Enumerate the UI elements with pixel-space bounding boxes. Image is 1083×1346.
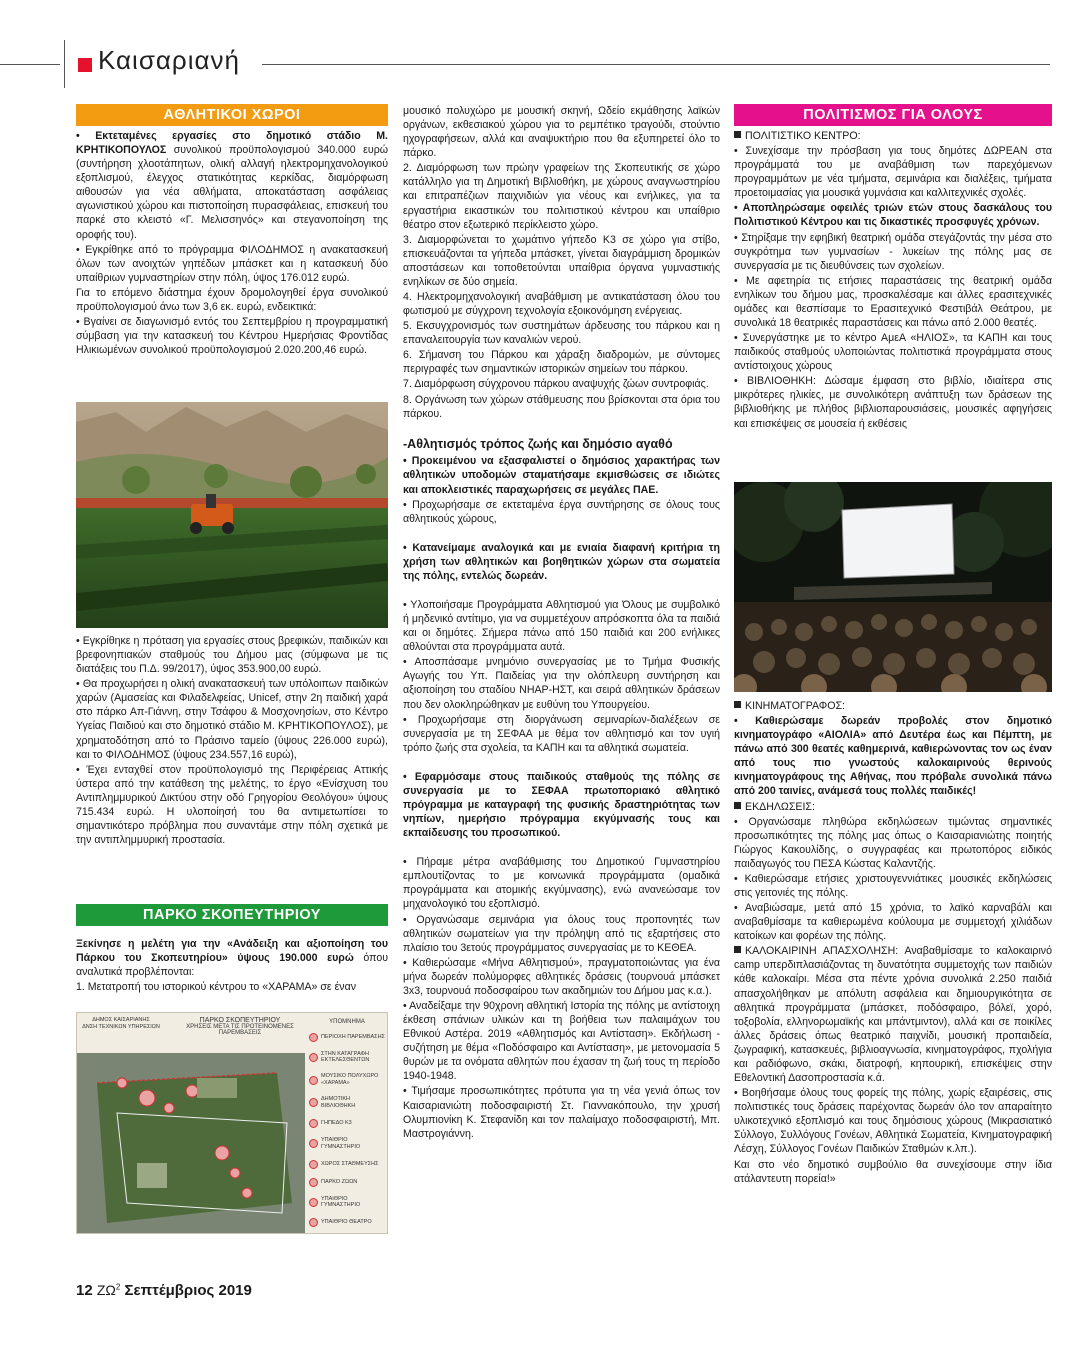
paragraph: 6. Σήμανση του Πάρκου και χάραξη διαδρομών, με σύντομες περιγραφές των σημαντικών ιστορικών σημείων του πάρκου. — [403, 349, 720, 376]
map-legend-title: ΥΠΟΜΝΗΜΑ — [329, 1019, 365, 1025]
map-org: ΔΗΜΟΣ ΚΑΙΣΑΡΙΑΝΗΣ — [92, 1017, 150, 1023]
paragraph: μουσικό πολυχώρο με μουσική σκηνή, Ωδείο εκμάθησης λαϊκών οργάνων, εκθεσιακού χώρου για το ρεμπέτικο τραγούδι, στούντιο ηχογραφήσεων, αλλά και αναψυκτήριο που θα εξυπηρετεί όλο το πάρκο. — [403, 105, 720, 160]
magazine-name: $Z\Omega^2$ — [96, 1282, 121, 1298]
paragraph: • Έχει ενταχθεί στον προϋπολογισμό της Περιφέρειας Αττικής ύστερα από την κατάθεση της μελέτης, το έργο «Ενίσχυση του Αντιπλημμυρικού Δικτύου στην οδό Γρηγορίου Θεολόγου» ύψους 715.434 ευρώ. Η υλοποίησή του θα αντιμετωπίσει το σημαντικότερο πρόβλημα που συναντάμε στην πόλη σχετικά με την αντιπλημμυρική προστασία. — [76, 763, 388, 847]
map-legend-item: ΥΠΑΙΘΡΙΟ ΘΕΑΤΡΟ — [309, 1218, 385, 1227]
paragraph: Για το επόμενο διάστημα έχουν δρομολογηθεί έργα συνολικού προϋπολογισμού άνω των 3,6 εκ. ευρώ, ενδεικτικά: — [76, 286, 388, 313]
paragraph: ΚΑΛΟΚΑΙΡΙΝΗ ΑΠΑΣΧΟΛΗΣΗ: Αναβαθμίσαμε το καλοκαιρινό camp υπερδιπλασιάζοντας τη δυνατότητα συμμετοχής των παιδιών κάθε καλοκαίρι. Μέσα στα πέντε χρόνια συνολικά 2.250 παιδιά απασχολήθηκαν με απόλυτη ασφάλεια και δημιουργικότητα σε αθλητικά προγράμματα (μπάσκετ, ποδόσφαιρο, βόλεϊ, χορό, τοξοβολία, ελληνορωμαϊκής και μπάντμιντον), αλλά και σε ποικίλες άλλες δράσεις όπως θεατρικό παιχνίδι, μουσική προπαιδεία, ζωγραφική, κατασκευές, βιβλιοαγνωσία, κινηματογράφος, πχολήγια και ραδιόφωνο, σκάκι, διατροφή, κηπουρική, επισκέψεις στην Εθελοντική Δασοπροστασία κ.ά. — [734, 945, 1052, 1085]
header-rule-left — [0, 64, 60, 65]
map-legend-item: ΜΟΥΣΙΚΟ ΠΟΛΥΧΩΡΟ «ΧΑΡΑΜΑ» — [309, 1073, 385, 1087]
park-map — [76, 1012, 388, 1234]
paragraph: • Εγκρίθηκε η πρόταση για εργασίες στους βρεφικών, παιδικών και βρεφονηπιακών σταθμούς του Δήμου μας (σύμφωνα με τις διατάξεις του Π.Δ. 99/2017), ύψος 353.900,00 ευρώ. — [76, 635, 388, 676]
subheading-cultural-center: ΠΟΛΙΤΙΣΤΙΚΟ ΚΕΝΤΡΟ: — [734, 129, 1052, 143]
paragraph: • Εκτεταμένες εργασίες στο δημοτικό στάδιο Μ. ΚΡΗΤΙΚΟΠΟΥΛΟΣ συνολικού προϋπολογισμού 340.000 ευρώ (συντήρηση χλοοτάπητων, ολική αλλαγή ηλεκτρομηχανολογικού εξοπλισμού, έλεγχος στατικότητας κερκίδας, διαμόρφωση αιθουσών για νέα αθλήματα, αποκατάσταση ασφάλειας αγωνιστικού χώρου και πιστοποίηση πυρασφάλειας, επισκευή του παρκέ στο κλειστό «Γ. Μελισσηνός» και στεγανοποίηση της οροφής του). — [76, 130, 388, 241]
paragraph: 1. Μετατροπή του ιστορικού κέντρου το «ΧΑΡΑΜΑ» σε έναν — [76, 981, 357, 994]
paragraph: • Προκειμένου να εξασφαλιστεί ο δημόσιος χαρακτήρας των αθλητικών υποδομών σταματήσαμε εκμισθώσεις σε ιδιώτες και αποκλειστικές παραχωρήσεις σε μεγάλες ΠΑΕ. — [403, 455, 720, 496]
legend-marker-icon — [309, 1178, 318, 1187]
page-footer — [76, 1282, 252, 1299]
paragraph: • Υλοποιήσαμε Προγράμματα Αθλητισμού για Όλους με συμβολικό ή μηδενικό αντίτιμο, για να συμμετέχουν απρόσκοπτα όλα τα παιδιά και οι δημότες. Σήμερα πάνω από 150 παιδιά και 200 ενήλικες αθλούνται στα προγράμματα αυτά. — [403, 598, 720, 654]
paragraph: Ξεκίνησε η μελέτη για την «Ανάδειξη και αξιοποίηση του Πάρκου του Σκοπευτηρίου» ύψους 190.000 ευρώ όπου αναλυτικά προβλέπονται: — [76, 938, 389, 979]
subheading-events: ΕΚΔΗΛΩΣΕΙΣ: — [734, 800, 1052, 814]
paragraph: 2. Διαμόρφωση των πρώην γραφείων της Σκοπευτικής σε χώρο κατάλληλο για τη Δημοτική Βιβλιοθήκη, με χώρους αναγνωστηρίου και επιτραπέζιων παιχνιδιών για νέους και ενήλικες, για τα εργαστήρια εικαστικών του πολιτιστικού κέντρου και υπαίθριο θέατρο στον εξωτερικό περίκλειστο χώρο. — [403, 162, 720, 231]
subheading-sports: -Αθλητισμός τρόπος ζωής και δημόσιο αγαθό — [403, 436, 673, 451]
banner-shooting-park: ΠΑΡΚΟ ΣΚΟΠΕΥΤΗΡΙΟΥ — [76, 904, 388, 926]
legend-marker-icon — [309, 1198, 318, 1207]
bullet-square-icon — [734, 131, 741, 138]
section-title: Καισαριανή — [98, 45, 240, 75]
paragraph: • Αποσπάσαμε μνημόνιο συνεργασίας με το Τμήμα Φυσικής Αγωγής του Υπ. Παιδείας για την ολόπλευρη συντήρηση και αξιοποίηση του σταδίου ΝΗΑΡ-ΗΣΤ, και σειρά αθλητικών δράσεων που δεν ολοκληρώθηκαν με ευθύνη του Υπουργείου. — [403, 656, 720, 711]
paragraph: • Καθιερώσαμε «Μήνα Αθλητισμού», πραγματοποιώντας για ένα μήνα δωρεάν πολύμορφες αθλητικές δράσεις (τουρνουά μπάσκετ 3x3, τουρνουά ποδοσφαίρου των ακαδημιών του Δήμου μας κ.α.). — [403, 956, 720, 997]
paragraph: • Συνεχίσαμε την πρόσβαση για τους δημότες ΔΩΡΕΑΝ στα προγράμματά του με αναβάθμιση των παρεχόμενων προγραμμάτων με νέα τμήματα, σεμινάρια και διαλέξεις, τμήματα προετοιμασίας για μουσικά γυμνάσια και καλλιτεχνικές σχολές. — [734, 145, 1052, 200]
map-legend-item: ΧΩΡΟΣ ΣΤΑΘΜΕΥΣΗΣ — [309, 1160, 385, 1169]
legend-marker-icon — [309, 1139, 318, 1148]
paragraph: 8. Οργάνωση των χώρων στάθμευσης που βρίσκονται στα όρια του πάρκου. — [403, 393, 720, 420]
legend-marker-icon — [309, 1218, 318, 1227]
paragraph: • Οργανώσαμε πληθώρα εκδηλώσεων τιμώντας σημαντικές προσωπικότητες της πόλης μας όπως ο Καισαριανιώτης ποιητής Γιώργος Κακουλίδης, ο συγγραφέας και πρωτοπόρος ειδικός παιδαγωγός του ΠΕΣΑ Κώστας Καλαντζής. — [734, 815, 1052, 870]
legend-marker-icon — [309, 1033, 318, 1042]
map-legend-item: ΠΕΡΙΟΧΗ ΠΑΡΕΜΒΑΣΗΣ — [309, 1033, 385, 1042]
bullet-square-icon — [734, 802, 741, 809]
paragraph: 5. Εκσυγχρονισμός των συστημάτων άρδευσης του πάρκου και η επαναλειτουργία των καναλιών νερού. — [403, 320, 720, 347]
legend-marker-icon — [309, 1076, 318, 1085]
bullet-square-icon — [734, 701, 741, 708]
paragraph: Και στο νέο δημοτικό συμβούλιο θα συνεχίσουμε στην ίδια ατάλαντευτη πορεία!» — [734, 1158, 1052, 1185]
paragraph: 3. Διαμορφώνεται το χωμάτινο γήπεδο Κ3 σε χώρο για στίβο, επισκευάζονται τα γήπεδα μπάσκετ, γίνεται διαγράμμιση δρομικών αποστάσεων και τοποθετούνται υπαίθρια όργανα γυμναστικής ενηλίκων σε δύο σημεία. — [403, 233, 720, 288]
page-number: 12 — [76, 1282, 93, 1299]
legend-marker-icon — [309, 1098, 318, 1107]
map-legend-item: ΥΠΑΙΘΡΙΟ ΓΥΜΝΑΣΤΗΡΙΟ — [309, 1196, 385, 1210]
legend-marker-icon — [309, 1053, 318, 1062]
header-red-square — [78, 58, 92, 72]
paragraph: • Εγκρίθηκε από το πρόγραμμα ΦΙΛΟΔΗΜΟΣ η ανακατασκευή όλων των ανοιχτών γηπέδων μπάσκετ και η κατασκευή δύο υπαίθριων γυμναστηρίων στην πόλη, ύψος 176.012 ευρώ. — [76, 243, 388, 284]
paragraph: • Συνεργάστηκε με το κέντρο ΑμεΑ «ΗΛΙΟΣ», τα ΚΑΠΗ και τους παιδικούς σταθμούς υλοποιώντας πολιτιστικά προγράμματα στους αντίστοιχους χώρους — [734, 332, 1052, 373]
paragraph: • Αναβιώσαμε, μετά από 15 χρόνια, το λαϊκό καρναβάλι και αναβαθμίσαμε τα καθιερωμένα κούλουμα με συμμετοχή χιλιάδων κατοίκων και φορέων της πόλης. — [734, 902, 1052, 943]
stadium-photo — [76, 402, 388, 628]
paragraph: • Εφαρμόσαμε στους παιδικούς σταθμούς της πόλης σε συνεργασία με το ΣΕΦΑΑ πρωτοποριακό αθλητικό πρόγραμμα με καταγραφή της φυσικής δραστηριότητας των νηπίων, ημερήσιο πρόγραμμα εκγύμνασής τους και εκπαίδευσης του προσωπικού. — [403, 770, 720, 840]
header-divider — [64, 40, 65, 88]
bullet-square-icon — [734, 946, 741, 953]
paragraph: • Προχωρήσαμε στη διοργάνωση σεμιναρίων-διαλέξεων σε συνεργασία με τη ΣΕΦΑΑ με θέμα τον αθλητισμό και τον υγιή τρόπο ζωής στα σχολεία, τα ΚΑΠΗ και τα αθλητικά σωματεία. — [403, 713, 720, 754]
issue-date: Σεπτέμβριος 2019 — [124, 1282, 252, 1299]
map-legend-item: ΣΤΗΝ ΚΑΤΑΓΡΑΦΗ ΕΚΤΕΛΕΣΘΕΝΤΩΝ — [309, 1051, 385, 1065]
legend-marker-icon — [309, 1160, 318, 1169]
column-3-continued — [734, 699, 1052, 1187]
paragraph: • Αποπληρώσαμε οφειλές τριών ετών στους δασκάλους του Πολιτιστικού Κέντρου και τις δικαστικές προσφυγές χρόνων. — [734, 202, 1052, 229]
paragraph: 4. Ηλεκτρομηχανολογική αναβάθμιση με αντικατάσταση όλου του φωτισμού με σύγχρονη τεχνολογία εξοικονόμηση ενέργειας. — [403, 291, 720, 318]
paragraph: • Θα προχωρήσει η ολική ανακατασκευή των υπόλοιπων παιδικών χαρών (Αμασείας και Φιλαδελφείας, Unicef, στην 2η παιδική χαρά στο πάρκο Απ-Γιάννη, στην Τσάφου & Μοσχονησίων, στο Κέντρο Υγείας Παιδιού και στο δημοτικό στάδιο Μ. ΚΡΗΤΙΚΟΠΟΥΛΟΣ), με χρηματοδότηση από το Πράσινο ταμείο (ύψους 226.000 ευρώ), και το ΦΙΛΟΔΗΜΟΣ (ύψους 234.557,16 ευρώ), — [76, 678, 388, 761]
header-rule-right — [262, 64, 1050, 65]
paragraph: • Τιμήσαμε προσωπικότητες πρότυπα για τη νέα γενιά όπως τον Καισαριανιώτη ποδοσφαιριστή Στ. Γιαννακόπουλο, την χρυσή Ολυμπιονίκη Κ. Στεφανίδη και τον παλαίμαχο ποδοσφαιριστή, Μπ. Μαστρογιάννη. — [403, 1085, 720, 1140]
column-1-continued — [76, 634, 388, 848]
cinema-photo — [734, 482, 1052, 692]
paragraph: • Καθιερώσαμε δωρεάν προβολές στον δημοτικό κινηματογράφο «ΑΙΟΛΙΑ» από Δευτέρα έως και Πέμπτη, με πάνω από 300 θεατές καθημερινά, καθιερώνοντας τον ως έναν από τους πιο γνωστούς καλοκαιρινούς θερινούς κινηματογράφους της Αθήνας, που πρόβαλε συνολικά πάνω από 200 ταινίες, ανάμεσά τους πολλές παιδικές! — [734, 715, 1052, 798]
banner-sports-venues: ΑΘΛΗΤΙΚΟΙ ΧΩΡΟΙ — [76, 104, 388, 126]
paragraph: • Βγαίνει σε διαγωνισμό εντός του Σεπτεμβρίου η προγραμματική σύμβαση για την κατασκευή του Κέντρου Ημερήσιας Φροντίδας Ηλικιωμένων συνολικού προϋπολογισμού 2.020.200,46 ευρώ. — [76, 316, 388, 357]
column-1-park — [76, 904, 388, 995]
map-subtitle: ΧΡΗΣΕΙΣ ΜΕΤΑ ΤΙΣ ΠΡΟΤΕΙΝΟΜΕΝΕΣ ΠΑΡΕΜΒΑΣΕΙΣ — [186, 1024, 294, 1036]
map-legend — [309, 1033, 385, 1228]
paragraph: • Με αφετηρία τις ετήσιες παραστάσεις της θεατρική ομάδα ενηλίκων του δήμου μας, προσκαλέσαμε και άλλες ερασιτεχνικές ομάδες και θεσπίσαμε το Ερασιτεχνικό Φεστιβάλ Θεάτρου, με συνολικά 18 θεατρικές παραστάσεις και πάνω από 2.000 θεατές. — [734, 274, 1052, 330]
map-title: ΠΑΡΚΟ ΣΚΟΠΕΥΤΗΡΙΟΥ — [199, 1017, 281, 1024]
subheading-cinema: ΚΙΝΗΜΑΤΟΓΡΑΦΟΣ: — [734, 699, 1052, 713]
column-3 — [734, 104, 1052, 432]
map-legend-item: ΔΗΜΟΤΙΚΗ ΒΙΒΛΙΟΘΗΚΗ — [309, 1096, 385, 1110]
paragraph: • Κατανείμαμε αναλογικά και με ενιαία διαφανή κριτήρια τη χρήση των αθλητικών και βοηθητικών χώρων στα σωματεία της πόλης, εντελώς δωρεάν. — [403, 541, 720, 582]
paragraph: • Στηρίξαμε την εφηβική θεατρική ομάδα στεγάζοντάς την μέσα στο συγκρότημα των γυμνασίων - λυκείων της πόλης μας σε συνεργασία με τις διευθύνσεις των σχολείων. — [734, 231, 1052, 272]
paragraph: • Πήραμε μέτρα αναβάθμισης του Δημοτικού Γυμναστηρίου εμπλουτίζοντας το με κοινωνικά προγράμματα (ομαδικά προγράμματα και ατομικής εκγύμνασης), ενώ ανανεώσαμε τον μηχανολογικό του εξοπλισμό. — [403, 856, 720, 911]
paragraph: • Βοηθήσαμε όλους τους φορείς της πόλης, χωρίς εξαιρέσεις, στις πολιτιστικές τους δράσεις παρέχοντας δωρεάν όλο τον απαραίτητο υλικοτεχνικό εξοπλισμό και τους δημόσιους χώρους (Μικρασιατικό Σύλλογο, Συλλόγους Γονέων, Αθλητικά Σωματεία, Κινηματογραφική Λέσχη, Σύλλογος Γονέων Παιδικών Σταθμών κ.λπ.). — [734, 1087, 1052, 1156]
map-legend-item: ΠΑΡΚΟ ΖΩΩΝ — [309, 1178, 385, 1187]
paragraph: • ΒΙΒΛΙΟΘΗΚΗ: Δώσαμε έμφαση στο βιβλίο, ιδιαίτερα στις μικρότερες ηλικίες, με συνολικότερη ανάπτυξη των δράσεων της βιβλιοθήκης με πλήθος βιβλιοπαρουσιάσεις, μουσικές αφηγήσεις και επισκέψεις σε μουσεία ή εκθέσεις — [734, 375, 1052, 430]
paragraph: • Αναδείξαμε την 90χρονη αθλητική Ιστορία της πόλης με αντίστοιχη έκθεση σπάνιων υλικών και τη βοήθεια των παλαιμάχων του Εθνικού Αστέρα. 2019 «Αθλητισμός και Αντίσταση». Εκδήλωση - συζήτηση με θέμα «Ποδόσφαιρο και Αντίσταση», με μετονομασία 5 θυρών με τα ονόματα αθλητών που έχασαν τη ζωή τους τη περίοδο 1940-1948. — [403, 1000, 720, 1083]
banner-culture: ΠΟΛΙΤΙΣΜΟΣ ΓΙΑ ΟΛΟΥΣ — [734, 104, 1052, 126]
map-org-sub: ΔΝΣΗ ΤΕΧΝΙΚΩΝ ΥΠΗΡΕΣΙΩΝ — [82, 1024, 160, 1031]
paragraph: 7. Διαμόρφωση σύγχρονου πάρκου αναψυχής ζώων συντροφιάς. — [403, 378, 709, 391]
paragraph: • Προχωρήσαμε σε εκτεταμένα έργα συντήρησης σε όλους τους αθλητικούς χώρους, — [403, 498, 720, 525]
column-1 — [76, 104, 388, 358]
column-2 — [403, 104, 720, 1142]
legend-marker-icon — [309, 1119, 318, 1128]
map-legend-item: ΓΗΠΕΔΟ Κ3 — [309, 1119, 385, 1128]
map-legend-item: ΥΠΑΙΘΡΙΟ ΓΥΜΝΑΣΤΗΡΙΟ — [309, 1137, 385, 1151]
paragraph: • Οργανώσαμε σεμινάρια για όλους τους προπονητές των αθλητικών σωματείων για την πρόληψη από τις εξαρτήσεις στο πλαίσιο του 3ετούς προγράμματος συνεργασίας με το ΚΕΘΕΑ. — [403, 913, 720, 954]
paragraph: • Καθιερώσαμε ετήσιες χριστουγεννιάτικες μουσικές εκδηλώσεις στις γειτονιές της πόλης. — [734, 872, 1052, 900]
